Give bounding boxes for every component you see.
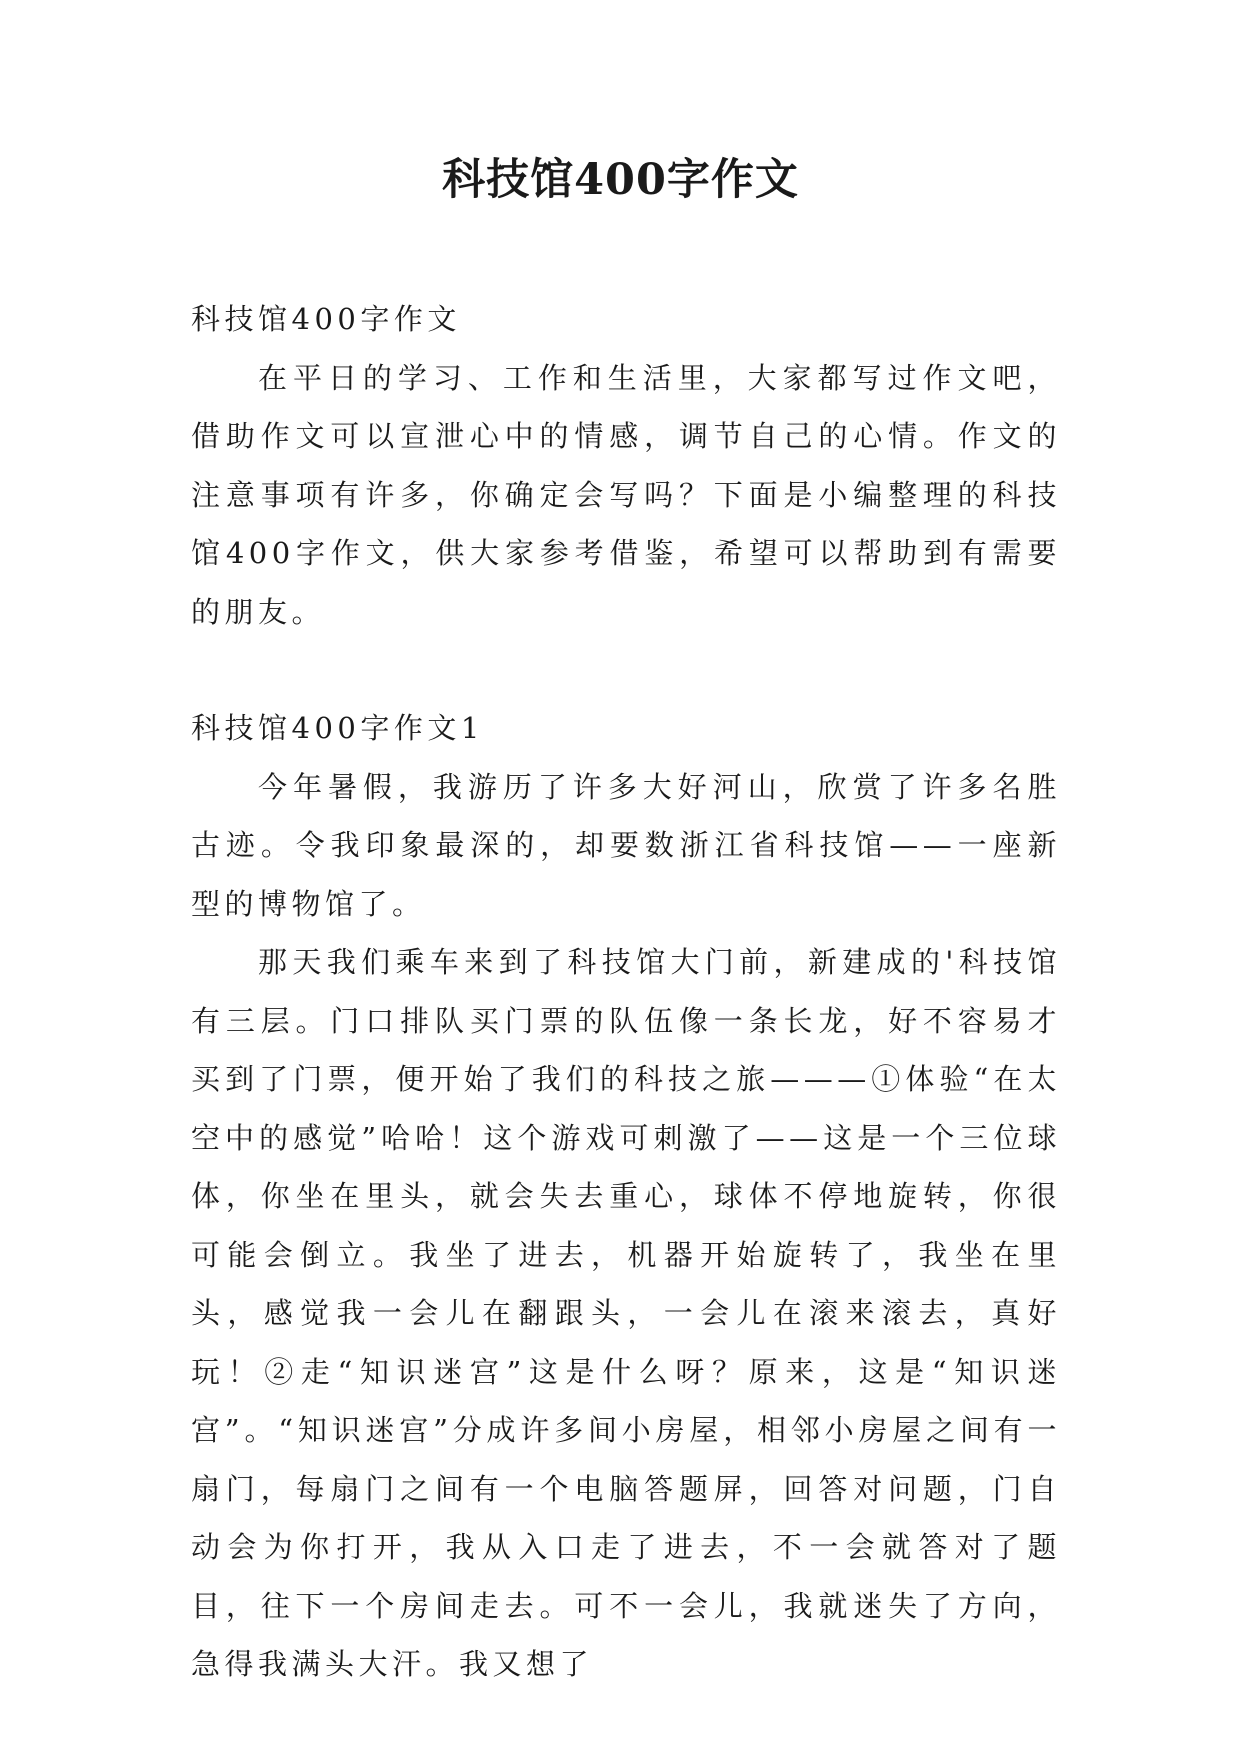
body-paragraph: 那天我们乘车来到了科技馆大门前，新建成的'科技馆有三层。门口排队买门票的队伍像一条长龙，好不容易才买到了门票，便开始了我们的科技之旅———①体验“在太空中的感觉”哈哈！这个游戏可刺激了——这是一个三位球体，你坐在里头，就会失去重心，球体不停地旋转，你很可能会倒立。我坐了进去，机器开始旋转了，我坐在里头，感觉我一会儿在翻跟头，一会儿在滚来滚去，真好玩！②走“知识迷宫”这是什么呀？原来，这是“知识迷宫”。“知识迷宫”分成许多间小房屋，相邻小房屋之间有一扇门，每扇门之间有一个电脑答题屏，回答对问题，门自动会为你打开，我从入口走了进去，不一会就答对了题目，往下一个房间走去。可不一会儿，我就迷失了方向，急得我满头大汗。我又想了	[191, 945, 1061, 1681]
article-heading: 科技馆400字作文	[191, 302, 461, 336]
document-title: 科技馆400字作文	[442, 155, 799, 205]
document-body	[191, 290, 1061, 1694]
body-paragraph: 今年暑假，我游历了许多大好河山，欣赏了许多名胜古迹。令我印象最深的，却要数浙江省科技馆——一座新型的博物馆了。	[191, 769, 1061, 921]
section-heading-1: 科技馆400字作文1	[191, 711, 484, 745]
intro-paragraph: 在平日的学习、工作和生活里，大家都写过作文吧，借助作文可以宣泄心中的情感，调节自己的心情。作文的注意事项有许多，你确定会写吗？下面是小编整理的科技馆400字作文，供大家参考借鉴，希望可以帮助到有需要的朋友。	[191, 360, 1061, 629]
